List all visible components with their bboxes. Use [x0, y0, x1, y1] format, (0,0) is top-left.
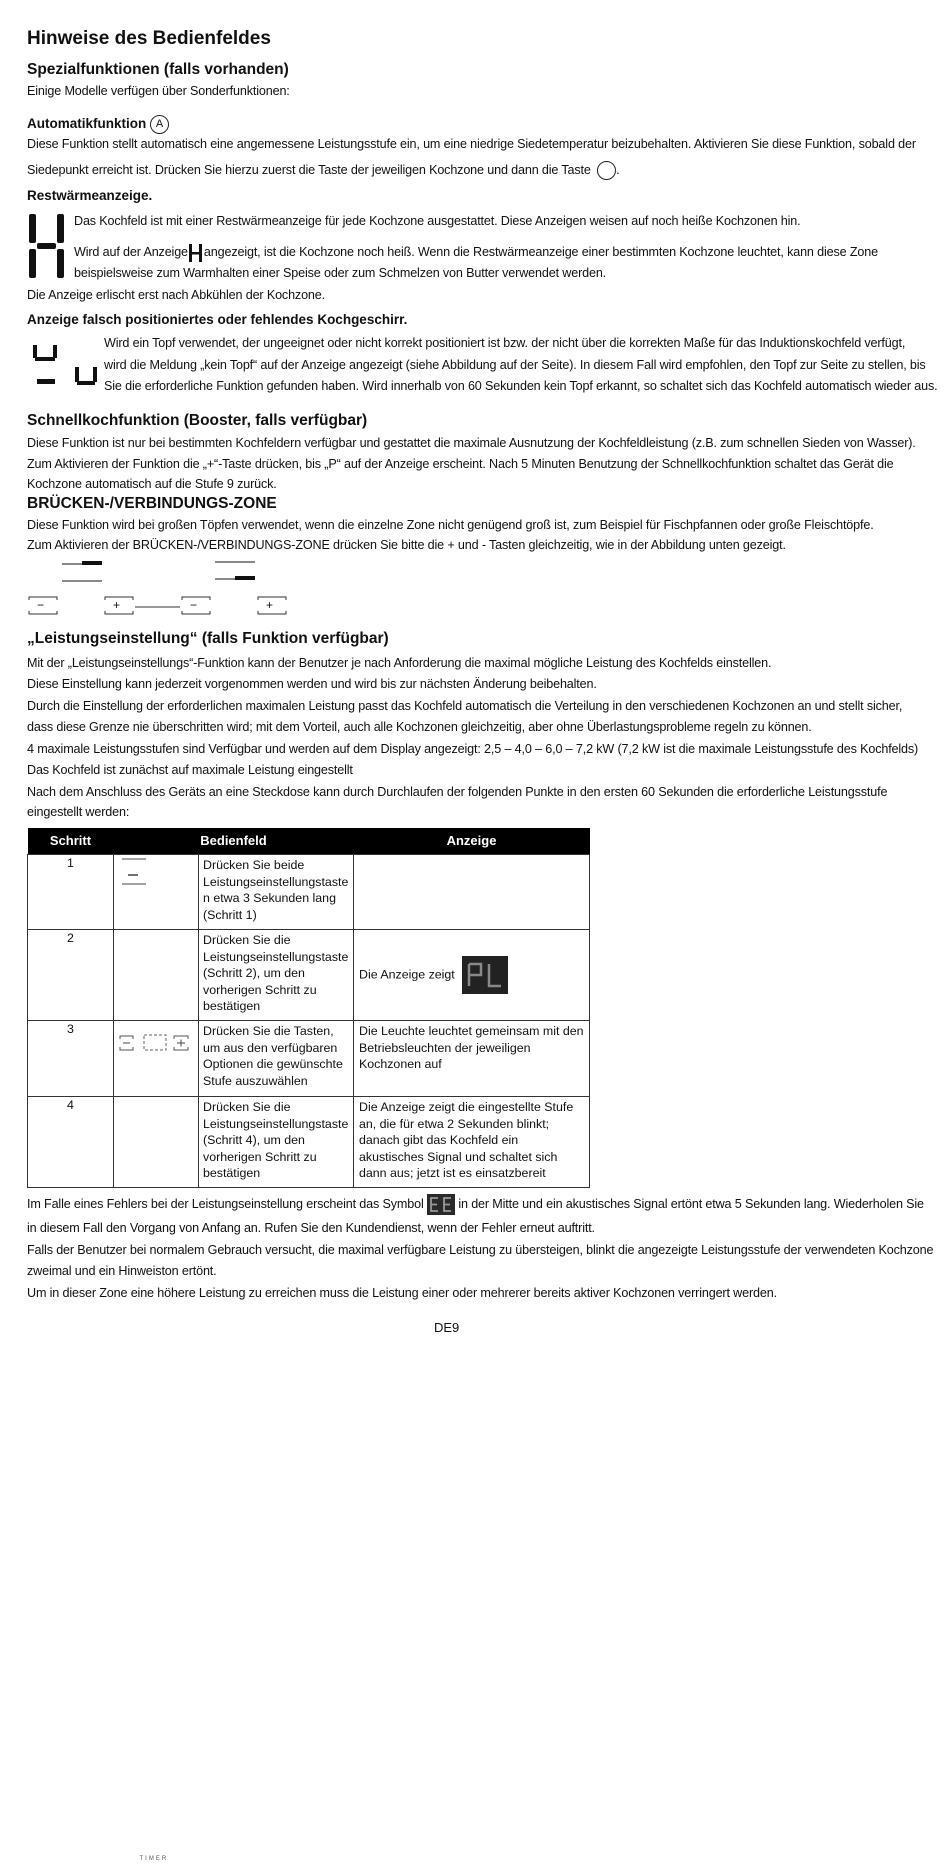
- pl-segments: [462, 956, 508, 994]
- no-pot-display-icon: [31, 343, 101, 389]
- bridge-line1: Diese Funktion wird bei großen Töpfen verwendet, wenn die einzelne Zone nicht genügend groß ist, zum Beispiel für Fischpfannen oder große Fleischtöpfe.: [27, 518, 874, 532]
- bridge-heading: BRÜCKEN-/VERBINDUNGS-ZONE: [27, 495, 277, 512]
- panel-text: Drücken Sie die Leistungseinstellungstaste (Schritt 4), um den vorherigen Schritt zu bestätigen: [199, 1097, 354, 1188]
- residual-h-display-icon: [27, 212, 69, 280]
- power-line8: eingestellt werden:: [27, 805, 130, 819]
- booster-line1: Diese Funktion ist nur bei bestimmten Kochfeldern verfügbar und gestattet die maximale Ausnutzung der Kochfeldleistung (z.B. zum schnellen Sieden von Wasser).: [27, 436, 916, 450]
- booster-line2: Zum Aktivieren der Funktion die „+“-Taste drücken, bis „P“ auf der Anzeige erscheint. Nach 5 Minuten Benutzung der Schnellkochfunktion schaltet das Gerät die: [27, 457, 894, 471]
- bridge-plus-button-1: +: [113, 598, 121, 612]
- closing-line1: [27, 1194, 924, 1215]
- bridge-minus-button-1: −: [37, 598, 45, 612]
- display-text: Die Anzeige zeigt: [359, 967, 455, 982]
- display-cell: [354, 930, 590, 1021]
- display-cell: Die Leuchte leuchtet gemeinsam mit den Betriebsleuchten der jeweiligen Kochzonen auf: [354, 1021, 590, 1097]
- auto-line2: [27, 160, 619, 181]
- bridge-zone-lines: [27, 555, 307, 625]
- pot-heading: Anzeige falsch positioniertes oder fehlendes Kochgeschirr.: [27, 312, 408, 327]
- table-row: [28, 855, 590, 930]
- panel-text: Drücken Sie beide Leistungseinstellungstaste n etwa 3 Sekunden lang (Schritt 1): [199, 855, 354, 930]
- power-line5: 4 maximale Leistungsstufen sind Verfügbar und werden auf dem Display angezeigt: 2,5 – 4,0 – 6,0 – 7,2 kW (7,2 kW ist die maximale Leistungsstufe des Kochfelds): [27, 742, 919, 756]
- residual-p2-a: Wird auf der Anzeige: [74, 245, 188, 259]
- auto-symbol-icon: A: [150, 115, 169, 134]
- power-heading: „Leistungseinstellung“ (falls Funktion verfügbar): [27, 630, 389, 647]
- power-line4: dass diese Grenze nie überschritten wird; mit dem Vorteil, auch alle Kochzonen gleichzeitig, aber ohne Überlastungsprobleme regeln zu können.: [27, 720, 812, 734]
- closing-line1-a: Im Falle eines Fehlers bei der Leistungseinstellung erscheint das Symbol: [27, 1197, 424, 1211]
- step-number: 3: [28, 1021, 114, 1097]
- page-number: DE9: [434, 1320, 460, 1335]
- bridge-plus-button-2: +: [266, 598, 274, 612]
- step-number: 1: [28, 855, 114, 930]
- auto-line1: Diese Funktion stellt automatisch eine angemessene Leistungsstufe ein, um eine niedrige Siedetemperatur beizubehalten. Aktivieren Sie diese Funktion, sobald der: [27, 137, 916, 151]
- timer-label: TIMER: [139, 1856, 169, 1862]
- closing-line1-b: in der Mitte und ein akustisches Signal ertönt etwa 5 Sekunden lang. Wiederholen Sie: [458, 1197, 924, 1211]
- residual-p2-b: angezeigt, ist die Kochzone noch heiß. Wenn die Restwärmeanzeige einer bestimmten Kochzone leuchtet, kann diese Zone: [203, 245, 878, 259]
- display-cell: [354, 855, 590, 930]
- page-title: Hinweise des Bedienfeldes: [27, 28, 271, 49]
- table-row: [28, 1097, 590, 1188]
- bridge-minus-button-2: −: [190, 598, 198, 612]
- panel-graphic: [114, 930, 199, 1021]
- closing-line5: Um in dieser Zone eine höhere Leistung zu erreichen muss die Leistung einer oder mehrerer bereits aktiver Kochzonen verringert werden.: [27, 1286, 777, 1300]
- residual-p2: [74, 242, 878, 263]
- header-panel: Bedienfeld: [114, 828, 354, 855]
- header-display: Anzeige: [354, 828, 590, 855]
- residual-p3: Die Anzeige erlischt erst nach Abkühlen der Kochzone.: [27, 288, 325, 302]
- table-header-row: [28, 828, 590, 855]
- closing-line3: Falls der Benutzer bei normalem Gebrauch versucht, die maximal verfügbare Leistung zu übersteigen, blinkt die angezeigte Leistungsstufe der verwendeten Kochzone: [27, 1243, 934, 1257]
- pot-line2: wird die Meldung „kein Topf“ auf der Anzeige angezeigt (siehe Abbildung auf der Seite). In diesem Fall wird empfohlen, den Topf zur Seite zu stellen, bis: [104, 358, 926, 372]
- auto-line2-end: .: [616, 163, 620, 177]
- pot-line1: Wird ein Topf verwendet, der ungeeignet oder nicht korrekt positioniert ist bzw. der nicht über die korrekten Maße für das Induktionskochfeld verfügt,: [104, 336, 906, 350]
- h-glyph-icon: [188, 243, 204, 263]
- step-number: 4: [28, 1097, 114, 1188]
- display-cell: Die Anzeige zeigt die eingestellte Stufe an, die für etwa 2 Sekunden blinkt; danach gibt das Kochfeld ein akustisches Signal und schaltet sich dann aus; jetzt ist es einsatzbereit: [354, 1097, 590, 1188]
- error-ee-icon: [427, 1194, 455, 1215]
- closing-line2: in diesem Fall den Vorgang von Anfang an. Rufen Sie den Kundendienst, wenn der Fehler erneut auftritt.: [27, 1221, 595, 1235]
- special-intro: Einige Modelle verfügen über Sonderfunktionen:: [27, 84, 290, 98]
- power-key-icon: [114, 855, 198, 915]
- booster-line3: Kochzone automatisch auf die Stufe 9 zurück.: [27, 477, 277, 491]
- residual-p2-c: beispielsweise zum Warmhalten einer Speise oder zum Schmelzen von Butter verwendet werden.: [74, 266, 607, 280]
- panel-graphic: [114, 1097, 199, 1188]
- ee-segments: [427, 1194, 455, 1215]
- power-line7: Nach dem Anschluss des Geräts an eine Steckdose kann durch Durchlaufen der folgenden Punkte in den ersten 60 Sekunden die erforderliche Leistungsstufe: [27, 785, 888, 799]
- pl-display-icon: [462, 956, 508, 994]
- header-step: Schritt: [28, 828, 114, 855]
- panel-text: Drücken Sie die Leistungseinstellungstaste (Schritt 2), um den vorherigen Schritt zu bestätigen: [199, 930, 354, 1021]
- circle-button-icon: [597, 161, 616, 180]
- residual-heading: Restwärmeanzeige.: [27, 188, 153, 203]
- timer-keys-icon: [114, 1021, 198, 1071]
- booster-heading: Schnellkochfunktion (Booster, falls verfügbar): [27, 412, 368, 429]
- auto-heading-text: Automatikfunktion: [27, 116, 147, 132]
- pot-line3: Sie die erforderliche Funktion gefunden haben. Wird innerhalb von 60 Sekunden kein Topf erkannt, so schaltet sich das Kochfeld automatisch wieder aus.: [104, 379, 938, 393]
- table-row: [28, 930, 590, 1021]
- power-line2: Diese Einstellung kann jederzeit vorgenommen werden und wird bis zur nächsten Änderung beibehalten.: [27, 677, 597, 691]
- residual-p1: Das Kochfeld ist mit einer Restwärmeanzeige für jede Kochzone ausgestattet. Diese Anzeigen weisen auf noch heiße Kochzonen hin.: [74, 214, 801, 228]
- table-row: [28, 1021, 590, 1097]
- closing-line4: zweimal und ein Hinweiston ertönt.: [27, 1264, 217, 1278]
- panel-graphic: [114, 855, 199, 930]
- special-heading: Spezialfunktionen (falls vorhanden): [27, 61, 289, 78]
- auto-line2-text: Siedepunkt erreicht ist. Drücken Sie hierzu zuerst die Taste der jeweiligen Kochzone und dann die Taste: [27, 163, 591, 177]
- bridge-line2: Zum Aktivieren der BRÜCKEN-/VERBINDUNGS-ZONE drücken Sie bitte die + und - Tasten gleichzeitig, wie in der Abbildung unten gezeigt.: [27, 538, 786, 552]
- step-number: 2: [28, 930, 114, 1021]
- power-line1: Mit der „Leistungseinstellungs“-Funktion kann der Benutzer je nach Anforderung die maximal mögliche Leistung des Kochfelds einstellen.: [27, 656, 772, 670]
- bridge-diagram: [27, 555, 307, 625]
- power-line3: Durch die Einstellung der erforderlichen maximalen Leistung passt das Kochfeld automatisch die Verteilung in den verschiedenen Kochzonen an und stellt sicher,: [27, 699, 903, 713]
- panel-text: Drücken Sie die Tasten, um aus den verfügbaren Optionen die gewünschte Stufe auszuwählen: [199, 1021, 354, 1097]
- panel-graphic: [114, 1021, 199, 1862]
- auto-heading: [27, 115, 169, 134]
- power-line6: Das Kochfeld ist zunächst auf maximale Leistung eingestellt: [27, 763, 353, 777]
